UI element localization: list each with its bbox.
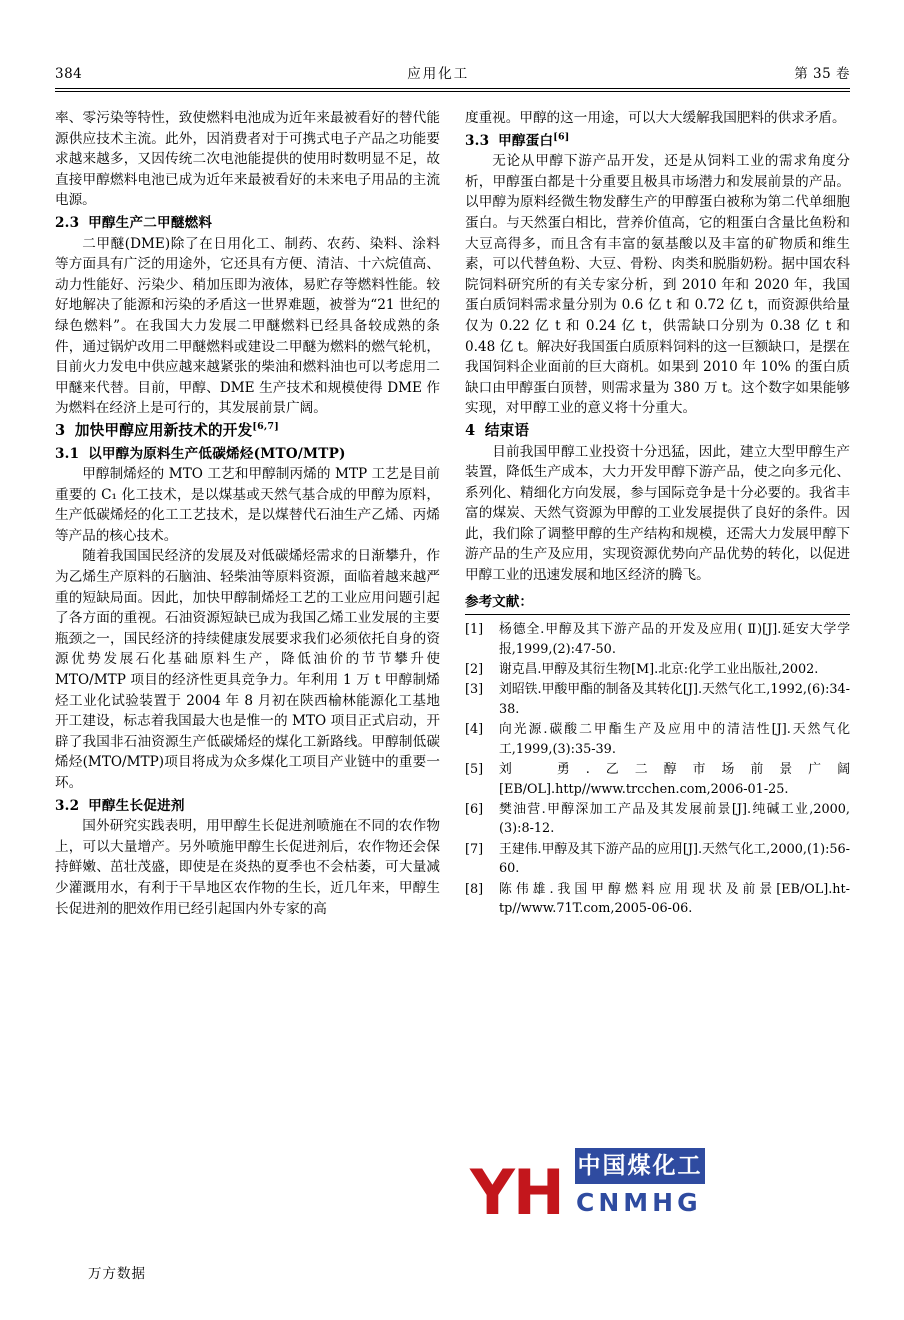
section-reference-sup: [6,7] <box>252 421 279 433</box>
paragraph-3-1-a: 甲醇制烯烃的 MTO 工艺和甲醇制丙烯的 MTP 工艺是目前重要的 C₁ 化工技术，是以煤基或天然气基合成的甲醇为原料，生产低碳烯烃的化工工艺技术，是以煤替代石油生产乙烯、丙烯等产品的核心技术。 <box>55 466 440 544</box>
paragraph-continued: 率、零污染等特性，致使燃料电池成为近年来最被看好的替代能源供应技术主流。此外，因消费者对于可携式电子产品之功能要求越来越多，又因传统二次电池能提供的使用时数明显不足，故直接甲醇燃料电池已成为近年来最被看好的未来电子用品的主流电源。 <box>55 110 440 209</box>
reference-tag: [1] <box>465 622 484 638</box>
watermark-box-text: 中国煤化工 <box>575 1148 705 1184</box>
references-title: 参考文献： <box>465 593 533 610</box>
right-column <box>465 108 850 919</box>
section-number: 4 <box>465 421 476 439</box>
reference-tag: [5] <box>465 762 484 778</box>
reference-item <box>465 840 850 879</box>
footer-label: 万方数据 <box>88 1266 146 1282</box>
left-column <box>55 108 440 919</box>
reference-tag: [6] <box>465 801 484 817</box>
section-title: 甲醇蛋白 <box>498 132 554 149</box>
reference-item <box>465 880 850 919</box>
reference-item <box>465 800 850 839</box>
reference-item <box>465 620 850 659</box>
section-heading-4 <box>465 421 850 442</box>
section-number: 3.3 <box>465 132 490 149</box>
page-number: 384 <box>55 66 83 82</box>
paragraph-3-3: 无论从甲醇下游产品开发，还是从饲料工业的需求角度分析，甲醇蛋白都是十分重要且极具市场潜力和发展前景的产品。以甲醇为原料经微生物发酵生产的甲醇蛋白被称为第二代单细胞蛋白。与天然蛋白相比，营养价值高，它的粗蛋白含量比鱼粉和大豆高得多，而且含有丰富的氨基酸以及丰富的矿物质和维生素，可以代替鱼粉、大豆、骨粉、肉类和脱脂奶粉。据中国农科院饲料研究所的有关专家分析，到 2010 年和 2020 年，我国蛋白质饲料需求量分别为 0.6 亿 t 和 0.72 亿 t，而资源供给量仅为 0.22 亿 t 和 0.24 亿 t，供需缺口分别为 0.38 亿 t 和 0.48 亿 t。解决好我国蛋白质原料饲料的这一巨额缺口，是摆在我国饲料企业面前的巨大商机。如果到 2010 年 10% 的蛋白质缺口由甲醇蛋白顶替，则需求量为 380 万 t。这个数字如果能够实现，对甲醇工业的意义将十分重大。 <box>465 153 850 417</box>
reference-item <box>465 660 850 679</box>
page-header <box>55 62 850 82</box>
reference-tag: [8] <box>465 881 484 897</box>
section-number: 3.2 <box>55 797 80 814</box>
reference-text: 刘昭铁.甲酸甲酯的制备及其转化[J].天然气化工,1992,(6):34-38. <box>499 682 850 717</box>
journal-title: 应用化工 <box>407 66 470 82</box>
reference-text: 杨德全.甲醇及其下游产品的开发及应用( Ⅱ)[J].延安大学学报,1999,(2):47-50. <box>499 622 850 657</box>
watermark-logo-text: YH <box>470 1156 563 1229</box>
references-rule <box>465 614 850 615</box>
paragraph-2-3: 二甲醚(DME)除了在日用化工、制药、农药、染料、涂料等方面具有广泛的用途外，它还具有方便、清洁、十六烷值高、动力性能好、污染少、稍加压即为液体，易贮存等燃料性能。较好地解决了能源和污染的矛盾这一世界难题，被誉为“21 世纪的绿色燃料”。在我国大力发展二甲醚燃料已经具备较成熟的条件，通过锅炉改用二甲醚燃料或建设二甲醚为燃料的燃气轮机，目前火力发电中供应越来越紧张的柴油和燃料油也可以考虑用二甲醚来代替。目前，甲醇、DME 生产技术和规模使得 DME 作为燃料在经济上是可行的，其发展前景广阔。 <box>55 235 440 417</box>
paragraph-4: 目前我国甲醇工业投资十分迅猛，因此，建立大型甲醇生产装置，降低生产成本，大力开发甲醇下游产品，使之向多元化、系列化、精细化方向发展，参与国际竞争是十分必要的。我省丰富的煤炭、天然气资源为甲醇的工业发展提供了良好的条件。因此，我们除了调整甲醇的生产结构和规模，还需大力发展甲醇下游产品的生产及应用，实现资源优势向产品优势的转化，以促进甲醇工业的迅速发展和地区经济的腾飞。 <box>465 443 850 584</box>
volume-label: 第 35 卷 <box>794 66 850 82</box>
watermark <box>470 1148 770 1240</box>
header-rule-secondary <box>55 91 850 92</box>
section-heading-3-1 <box>55 444 440 465</box>
reference-item <box>465 760 850 799</box>
section-heading-3-3 <box>465 131 850 152</box>
section-title: 甲醇生长促进剂 <box>88 797 185 814</box>
reference-text: 王建伟.甲醇及其下游产品的应用[J].天然气化工,2000,(1):56-60. <box>499 841 850 877</box>
section-title: 结束语 <box>484 421 530 439</box>
reference-item <box>465 720 850 759</box>
paragraph-continued: 度重视。甲醇的这一用途，可以大大缓解我国肥料的供求矛盾。 <box>465 110 846 126</box>
section-reference-sup: [6] <box>553 131 570 143</box>
section-heading-3 <box>55 421 440 442</box>
section-heading-2-3 <box>55 213 440 234</box>
section-number: 3 <box>55 421 66 439</box>
section-title: 加快甲醇应用新技术的开发 <box>74 421 253 439</box>
reference-item <box>465 680 850 719</box>
reference-text: 向光源.碳酸二甲酯生产及应用中的清洁性[J].天然气化工,1999,(3):35-39. <box>499 722 850 757</box>
watermark-cnmhg-text: CNMHG <box>576 1188 702 1217</box>
section-heading-3-2 <box>55 796 440 817</box>
reference-text: 谢克昌.甲醇及其衍生物[M].北京:化学工业出版社,2002. <box>499 662 819 678</box>
section-number: 3.1 <box>55 445 80 462</box>
reference-text: 陈伟雄.我国甲醇燃料应用现状及前景[EB/OL].ht-tp//www.71T.com,2005-06-06. <box>499 881 850 916</box>
header-rule <box>55 88 850 89</box>
paragraph-3-2: 国外研究实践表明，用甲醇生长促进剂喷施在不同的农作物上，可以大量增产。另外喷施甲醇生长促进剂后，农作物还会保持鲜嫩、茁壮茂盛，即使是在炎热的夏季也不会枯萎，可大量减少灌溉用水，有利于干旱地区农作物的生长，近几年来，甲醇生长促进剂的肥效作用已经引起国内外专家的高 <box>55 818 440 917</box>
reference-tag: [7] <box>465 841 484 857</box>
reference-tag: [3] <box>465 682 484 698</box>
section-title: 以甲醇为原料生产低碳烯烃(MTO/MTP) <box>88 445 346 462</box>
reference-text: 刘 勇.乙二醇市场前景广阔[EB/OL].http//www.trcchen.com,2006-01-25. <box>499 762 850 797</box>
section-title: 甲醇生产二甲醚燃料 <box>88 214 213 231</box>
section-number: 2.3 <box>55 214 80 231</box>
reference-tag: [2] <box>465 662 484 678</box>
reference-tag: [4] <box>465 722 484 738</box>
paragraph-3-1-b: 随着我国国民经济的发展及对低碳烯烃需求的日渐攀升，作为乙烯生产原料的石脑油、轻柴油等原料资源，面临着越来越严重的短缺局面。因此，加快甲醇制烯烃工艺的工业应用问题引起了各方面的重视。石油资源短缺已成为我国乙烯工业发展的主要瓶颈之一，国民经济的持续健康发展要求我们必须依托自身的资源优势发展石化基础原料生产，降低油价的节节攀升使 MTO/MTP 项目的经济性更具竞争力。年利用 1 万 t 甲醇制烯烃工业化试验装置于 2004 年 8 月初在陕西榆林能源化工基地开工建设，标志着我国最大也是惟一的 MTO 项目正式启动，开辟了我国非石油资源生产低碳烯烃的煤化工新路线。甲醇制低碳烯烃(MTO/MTP)项目将成为众多煤化工项目产业链中的重要一环。 <box>55 548 440 791</box>
reference-text: 樊油营.甲醇深加工产品及其发展前景[J].纯碱工业,2000,(3):8-12. <box>499 801 850 837</box>
